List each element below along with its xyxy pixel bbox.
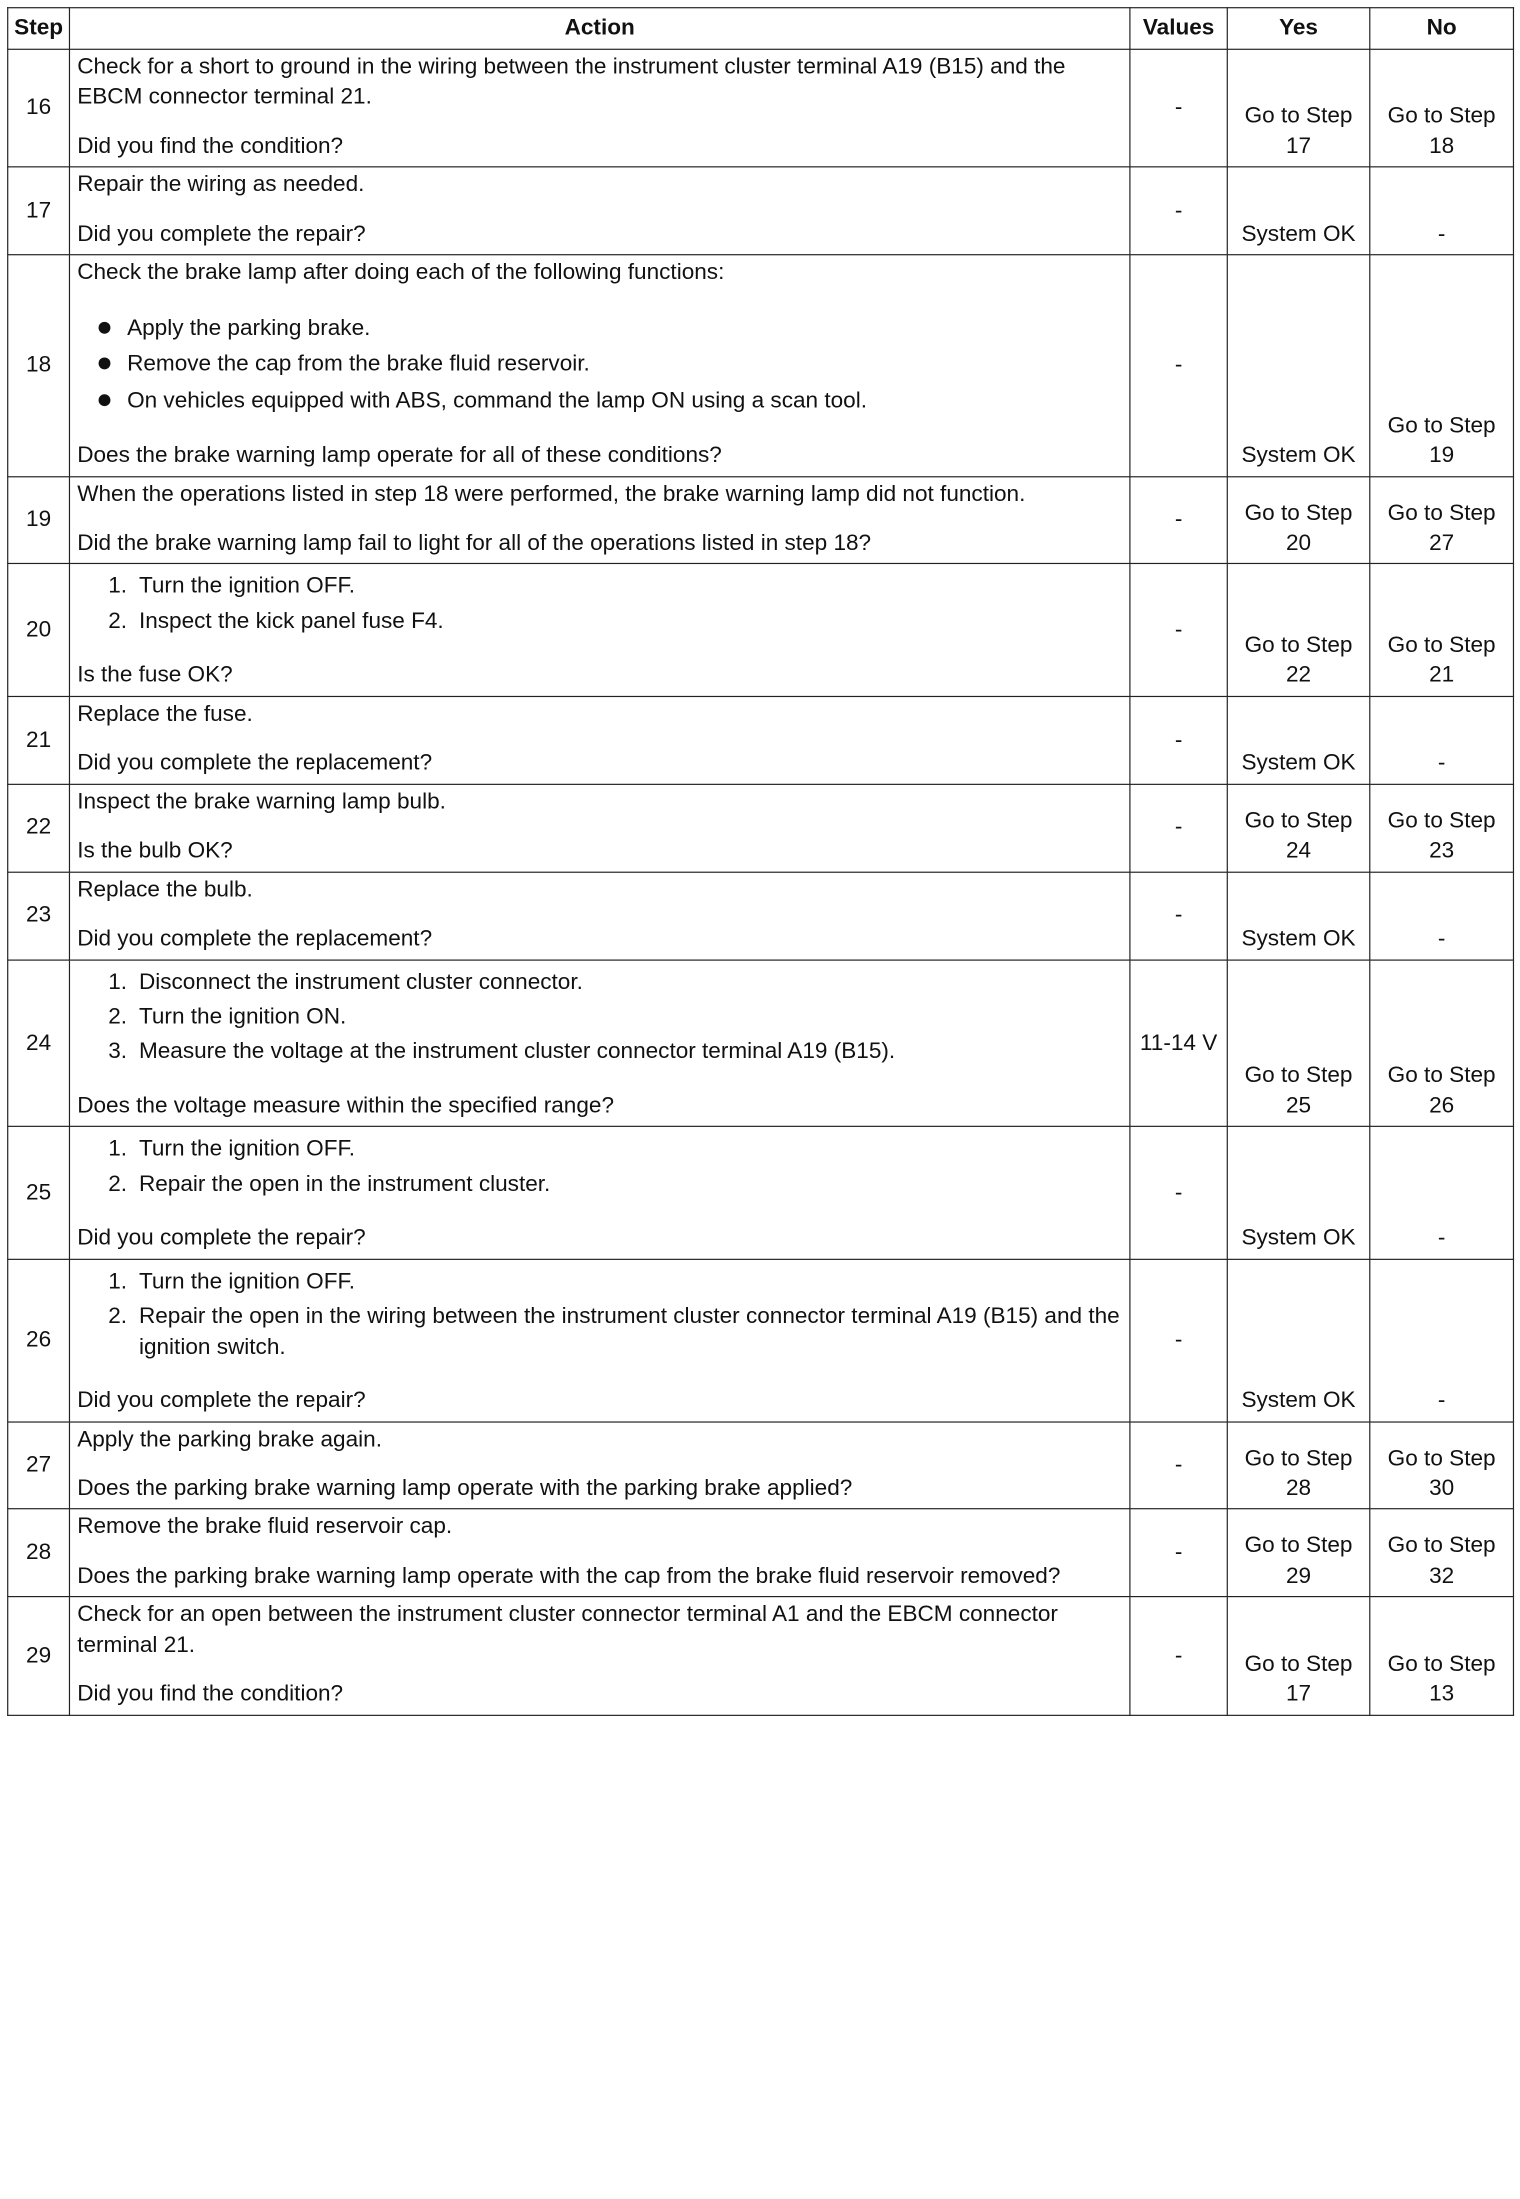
action-question: Is the bulb OK? [77, 838, 233, 864]
table-row [8, 255, 1514, 476]
value-cell: 11-14 V [1130, 960, 1227, 1127]
step-number: 23 [8, 872, 70, 960]
step-number: 25 [8, 1127, 70, 1259]
table-row [8, 1421, 1514, 1509]
action-question: Is the fuse OK? [77, 663, 233, 688]
action-question: Does the parking brake warning lamp operate with the parking brake applied? [77, 1476, 853, 1501]
value-cell: - [1130, 696, 1227, 784]
action-text: Inspect the brake warning lamp bulb. [77, 789, 446, 815]
action-question: Does the brake warning lamp operate for all of these conditions? [77, 443, 722, 468]
no-cell: Go to Step 19 [1370, 255, 1514, 476]
action-question: Did you find the condition? [77, 134, 344, 160]
step-number: 28 [8, 1509, 70, 1597]
action-text: Remove the brake fluid reservoir cap. [77, 1514, 453, 1540]
action-cell [69, 255, 1129, 476]
action-question: Did you find the condition? [77, 1681, 344, 1707]
numbered-list [77, 1134, 1122, 1199]
numbered-list [77, 1267, 1122, 1362]
numbered-item: 1. Turn the ignition OFF. [108, 574, 356, 600]
numbered-item: 2. Repair the open in the wiring between the instrument cluster connector terminal A19 (B15) and the ignition switch. [108, 1304, 1120, 1360]
numbered-item: 1. Turn the ignition OFF. [108, 1269, 356, 1295]
step-number: 21 [8, 696, 70, 784]
step-number: 24 [8, 960, 70, 1127]
action-cell [69, 872, 1129, 960]
no-cell: - [1370, 167, 1514, 255]
table-row [8, 476, 1514, 564]
action-text: Replace the fuse. [77, 701, 253, 727]
yes-cell: System OK [1227, 167, 1370, 255]
yes-cell: Go to Step 25 [1227, 960, 1370, 1127]
no-cell: Go to Step 26 [1370, 960, 1514, 1127]
yes-cell: Go to Step 22 [1227, 564, 1370, 696]
step-number: 22 [8, 784, 70, 872]
action-cell [69, 476, 1129, 564]
numbered-item: 2. Inspect the kick panel fuse F4. [108, 609, 444, 634]
action-text: When the operations listed in step 18 were performed, the brake warning lamp did not function. [77, 481, 1026, 507]
numbered-list [77, 572, 1122, 637]
no-cell: - [1370, 696, 1514, 784]
yes-cell: System OK [1227, 696, 1370, 784]
value-cell: - [1130, 872, 1227, 960]
numbered-item: 2. Repair the open in the instrument cluster. [108, 1171, 551, 1197]
step-number: 19 [8, 476, 70, 564]
numbered-item: 1. Turn the ignition OFF. [108, 1136, 356, 1162]
yes-cell: System OK [1227, 1127, 1370, 1259]
table-row [8, 960, 1514, 1127]
value-cell: - [1130, 476, 1227, 564]
value-cell: - [1130, 255, 1227, 476]
no-cell: - [1370, 872, 1514, 960]
value-cell: - [1130, 1597, 1227, 1715]
action-question: Did you complete the repair? [77, 221, 366, 247]
bullet-item: Apply the parking brake. [96, 313, 1122, 343]
action-cell [69, 1259, 1129, 1421]
action-cell [69, 696, 1129, 784]
no-cell: - [1370, 1127, 1514, 1259]
action-question: Did you complete the replacement? [77, 750, 433, 776]
step-number: 16 [8, 49, 70, 167]
value-cell: - [1130, 1259, 1227, 1421]
no-cell: Go to Step 32 [1370, 1509, 1514, 1597]
action-text: Repair the wiring as needed. [77, 172, 365, 198]
no-cell: Go to Step 21 [1370, 564, 1514, 696]
action-question: Did you complete the repair? [77, 1225, 366, 1251]
yes-cell: Go to Step 17 [1227, 49, 1370, 167]
value-cell: - [1130, 564, 1227, 696]
no-cell: Go to Step 27 [1370, 476, 1514, 564]
yes-cell: Go to Step 24 [1227, 784, 1370, 872]
action-cell [69, 49, 1129, 167]
table-row [8, 1597, 1514, 1715]
step-number: 17 [8, 167, 70, 255]
value-cell: - [1130, 1421, 1227, 1509]
header-step: Step [8, 8, 70, 50]
no-cell: Go to Step 13 [1370, 1597, 1514, 1715]
value-cell: - [1130, 49, 1227, 167]
action-text: Check for a short to ground in the wiring between the instrument cluster terminal A19 (B15) and the EBCM connector terminal 21. [77, 54, 1066, 110]
numbered-list [77, 967, 1122, 1067]
action-cell [69, 784, 1129, 872]
step-number: 20 [8, 564, 70, 696]
header-values: Values [1130, 8, 1227, 50]
numbered-item: 2. Turn the ignition ON. [108, 1004, 347, 1030]
step-number: 27 [8, 1421, 70, 1509]
action-cell [69, 1127, 1129, 1259]
yes-cell: System OK [1227, 872, 1370, 960]
yes-cell: Go to Step 28 [1227, 1421, 1370, 1509]
header-row [8, 8, 1514, 50]
action-cell [69, 960, 1129, 1127]
yes-cell: Go to Step 17 [1227, 1597, 1370, 1715]
action-question: Did you complete the replacement? [77, 926, 433, 952]
table-row [8, 872, 1514, 960]
value-cell: - [1130, 167, 1227, 255]
value-cell: - [1130, 1127, 1227, 1259]
table-row [8, 1259, 1514, 1421]
no-cell: - [1370, 1259, 1514, 1421]
action-cell [69, 1597, 1129, 1715]
diagnostic-table [7, 7, 1514, 1715]
step-number: 26 [8, 1259, 70, 1421]
value-cell: - [1130, 784, 1227, 872]
yes-cell: System OK [1227, 1259, 1370, 1421]
table-row [8, 167, 1514, 255]
table-row [8, 49, 1514, 167]
no-cell: Go to Step 23 [1370, 784, 1514, 872]
action-text: Apply the parking brake again. [77, 1426, 382, 1452]
action-cell [69, 167, 1129, 255]
action-text: Replace the bulb. [77, 877, 253, 903]
yes-cell: System OK [1227, 255, 1370, 476]
action-text: Check for an open between the instrument cluster connector terminal A1 and the EBCM connector terminal 21. [77, 1602, 1058, 1658]
yes-cell: Go to Step 29 [1227, 1509, 1370, 1597]
numbered-item: 1. Disconnect the instrument cluster connector. [108, 969, 583, 995]
action-cell [69, 1509, 1129, 1597]
action-cell [69, 564, 1129, 696]
header-yes: Yes [1227, 8, 1370, 50]
no-cell: Go to Step 18 [1370, 49, 1514, 167]
table-row [8, 1509, 1514, 1597]
bullet-item: On vehicles equipped with ABS, command the lamp ON using a scan tool. [96, 385, 1122, 415]
table-row [8, 564, 1514, 696]
step-number: 18 [8, 255, 70, 476]
action-question: Does the voltage measure within the specified range? [77, 1093, 615, 1119]
step-number: 29 [8, 1597, 70, 1715]
action-question: Does the parking brake warning lamp operate with the cap from the brake fluid reservoir removed? [77, 1563, 1061, 1589]
action-text: Check the brake lamp after doing each of the following functions: [77, 260, 725, 286]
yes-cell: Go to Step 20 [1227, 476, 1370, 564]
value-cell: - [1130, 1509, 1227, 1597]
bullet-list [77, 313, 1122, 416]
no-cell: Go to Step 30 [1370, 1421, 1514, 1509]
table-row [8, 1127, 1514, 1259]
header-action: Action [69, 8, 1129, 50]
bullet-item: Remove the cap from the brake fluid reservoir. [96, 349, 1122, 379]
numbered-item: 3. Measure the voltage at the instrument cluster connector terminal A19 (B15). [108, 1039, 896, 1065]
table-row [8, 696, 1514, 784]
action-question: Did the brake warning lamp fail to light for all of the operations listed in step 18? [77, 530, 872, 556]
action-question: Did you complete the repair? [77, 1388, 366, 1414]
action-cell [69, 1421, 1129, 1509]
table-row [8, 784, 1514, 872]
header-no: No [1370, 8, 1514, 50]
